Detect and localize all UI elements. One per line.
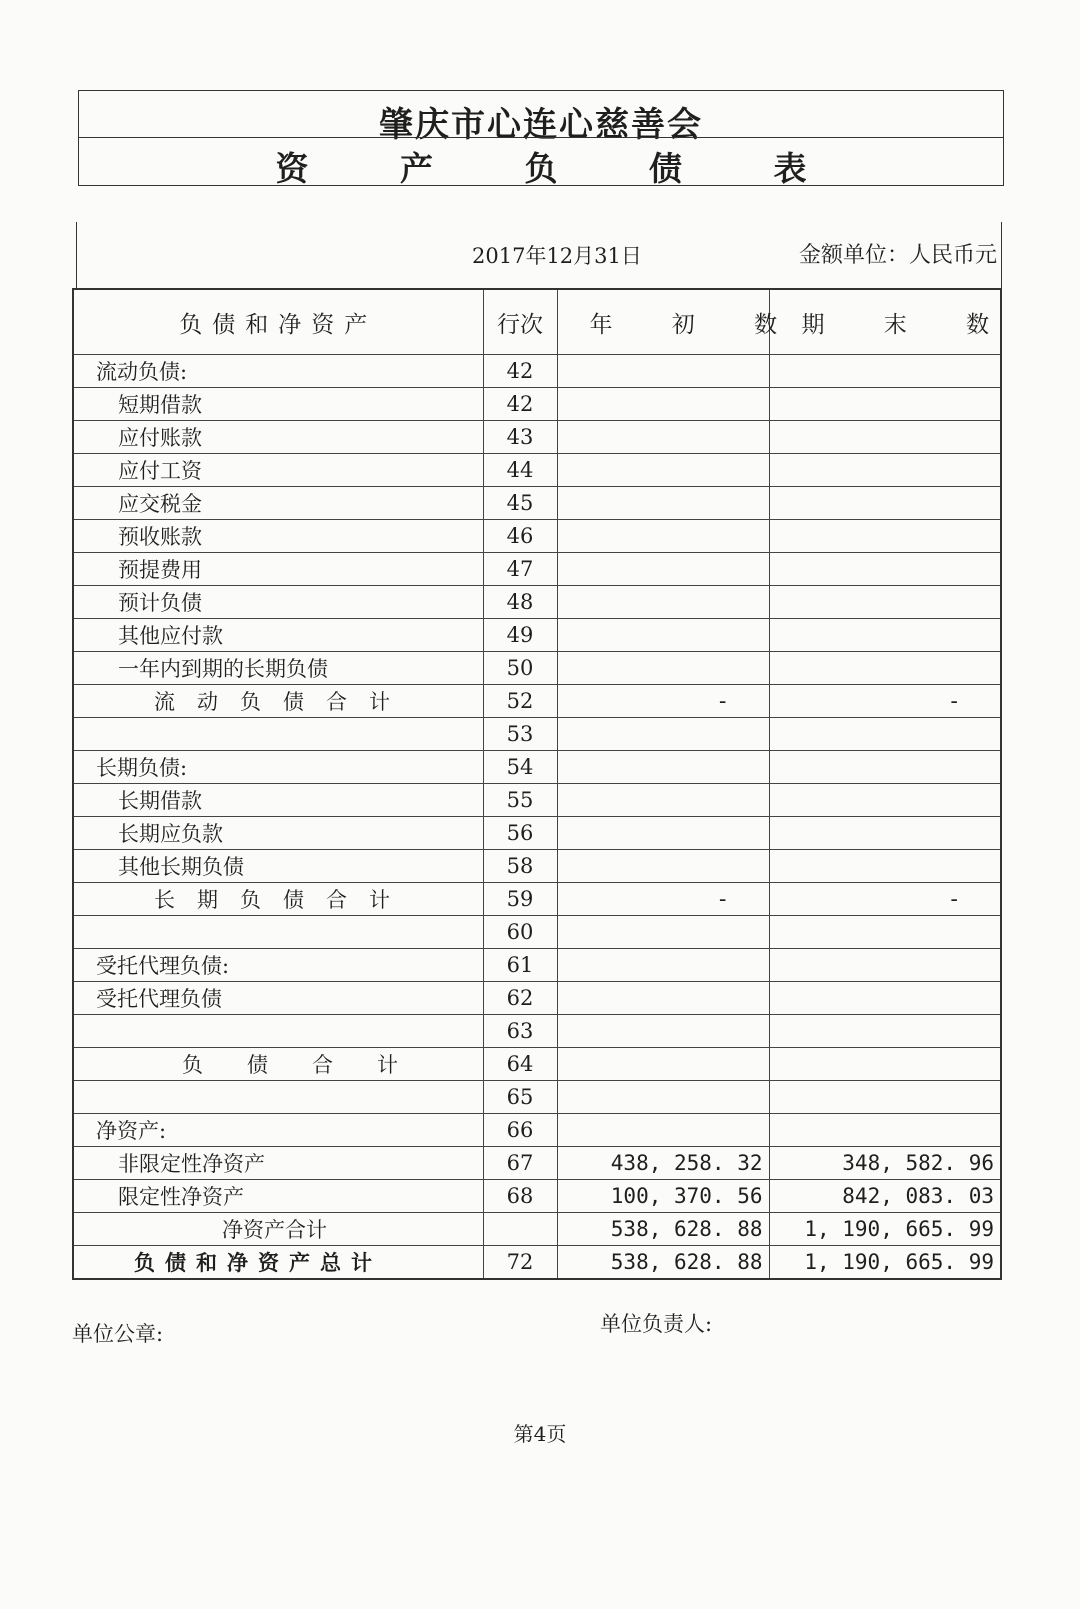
table-row bbox=[73, 1081, 1001, 1114]
row-beginning-amount bbox=[557, 520, 769, 553]
row-beginning-amount bbox=[557, 652, 769, 685]
row-item-name: 长期负债合计 bbox=[73, 883, 483, 916]
row-ending-amount bbox=[769, 355, 1001, 388]
report-meta bbox=[76, 222, 1002, 288]
table-row bbox=[73, 586, 1001, 619]
row-line-number: 54 bbox=[483, 751, 557, 784]
row-line-number: 42 bbox=[483, 355, 557, 388]
row-beginning-amount bbox=[557, 454, 769, 487]
report-header bbox=[78, 90, 1004, 186]
row-beginning-amount bbox=[557, 586, 769, 619]
row-ending-amount: 1, 190, 665. 99 bbox=[769, 1213, 1001, 1246]
row-item-name bbox=[73, 718, 483, 751]
row-line-number: 63 bbox=[483, 1015, 557, 1048]
row-item-name: 短期借款 bbox=[73, 388, 483, 421]
row-item-name: 流动负债合计 bbox=[73, 685, 483, 718]
table-row bbox=[73, 883, 1001, 916]
row-beginning-amount bbox=[557, 619, 769, 652]
row-beginning-amount: 538, 628. 88 bbox=[557, 1246, 769, 1280]
row-line-number: 49 bbox=[483, 619, 557, 652]
row-ending-amount bbox=[769, 586, 1001, 619]
row-item-name: 预计负债 bbox=[73, 586, 483, 619]
row-line-number: 50 bbox=[483, 652, 557, 685]
row-beginning-amount: 538, 628. 88 bbox=[557, 1213, 769, 1246]
row-line-number: 61 bbox=[483, 949, 557, 982]
row-line-number: 43 bbox=[483, 421, 557, 454]
row-item-name: 净资产: bbox=[73, 1114, 483, 1147]
row-beginning-amount: - bbox=[557, 685, 769, 718]
balance-sheet-table bbox=[72, 288, 1016, 1280]
table-row bbox=[73, 1213, 1001, 1246]
unit-head-label: 单位负责人: bbox=[600, 1312, 713, 1336]
row-beginning-amount bbox=[557, 1081, 769, 1114]
table-row bbox=[73, 751, 1001, 784]
row-beginning-amount bbox=[557, 916, 769, 949]
table-row bbox=[73, 1246, 1001, 1280]
row-line-number: 56 bbox=[483, 817, 557, 850]
table-row bbox=[73, 487, 1001, 520]
table-row bbox=[73, 718, 1001, 751]
table-row bbox=[73, 454, 1001, 487]
report-date: 2017年12月31日 bbox=[472, 244, 642, 268]
row-item-name: 流动负债: bbox=[73, 355, 483, 388]
row-item-name: 长期负债: bbox=[73, 751, 483, 784]
table-row bbox=[73, 1015, 1001, 1048]
table-row bbox=[73, 817, 1001, 850]
row-beginning-amount: 100, 370. 56 bbox=[557, 1180, 769, 1213]
row-beginning-amount bbox=[557, 487, 769, 520]
row-line-number: 68 bbox=[483, 1180, 557, 1213]
table-row bbox=[73, 685, 1001, 718]
table-row bbox=[73, 982, 1001, 1015]
row-item-name: 其他应付款 bbox=[73, 619, 483, 652]
row-beginning-amount bbox=[557, 817, 769, 850]
row-ending-amount bbox=[769, 982, 1001, 1015]
row-ending-amount: 348, 582. 96 bbox=[769, 1147, 1001, 1180]
row-ending-amount bbox=[769, 487, 1001, 520]
row-ending-amount: 842, 083. 03 bbox=[769, 1180, 1001, 1213]
row-beginning-amount bbox=[557, 982, 769, 1015]
table-row bbox=[73, 421, 1001, 454]
row-line-number: 45 bbox=[483, 487, 557, 520]
row-beginning-amount bbox=[557, 1048, 769, 1081]
row-item-name: 应付工资 bbox=[73, 454, 483, 487]
row-line-number: 47 bbox=[483, 553, 557, 586]
row-line-number: 60 bbox=[483, 916, 557, 949]
table-row bbox=[73, 850, 1001, 883]
header-divider bbox=[79, 137, 1003, 138]
table-row bbox=[73, 388, 1001, 421]
row-item-name bbox=[73, 1015, 483, 1048]
row-beginning-amount: 438, 258. 32 bbox=[557, 1147, 769, 1180]
column-header-item: 负债和净资产 bbox=[73, 289, 483, 355]
row-line-number: 44 bbox=[483, 454, 557, 487]
row-ending-amount: - bbox=[769, 685, 1001, 718]
row-item-name: 非限定性净资产 bbox=[73, 1147, 483, 1180]
row-ending-amount bbox=[769, 388, 1001, 421]
row-ending-amount bbox=[769, 421, 1001, 454]
row-ending-amount bbox=[769, 949, 1001, 982]
row-line-number: 59 bbox=[483, 883, 557, 916]
table-row bbox=[73, 784, 1001, 817]
row-ending-amount bbox=[769, 619, 1001, 652]
row-ending-amount: - bbox=[769, 883, 1001, 916]
row-ending-amount bbox=[769, 553, 1001, 586]
row-line-number: 67 bbox=[483, 1147, 557, 1180]
row-ending-amount: 1, 190, 665. 99 bbox=[769, 1246, 1001, 1280]
row-ending-amount bbox=[769, 454, 1001, 487]
row-line-number: 65 bbox=[483, 1081, 557, 1114]
table-row bbox=[73, 1114, 1001, 1147]
row-ending-amount bbox=[769, 850, 1001, 883]
row-ending-amount bbox=[769, 916, 1001, 949]
row-item-name bbox=[73, 916, 483, 949]
row-item-name: 受托代理负债 bbox=[73, 982, 483, 1015]
row-ending-amount bbox=[769, 718, 1001, 751]
row-beginning-amount bbox=[557, 355, 769, 388]
row-item-name: 受托代理负债: bbox=[73, 949, 483, 982]
row-ending-amount bbox=[769, 1114, 1001, 1147]
table-row bbox=[73, 619, 1001, 652]
row-beginning-amount bbox=[557, 949, 769, 982]
table-row bbox=[73, 553, 1001, 586]
row-line-number: 55 bbox=[483, 784, 557, 817]
row-line-number: 58 bbox=[483, 850, 557, 883]
table-row bbox=[73, 520, 1001, 553]
table-row bbox=[73, 1180, 1001, 1213]
row-line-number: 53 bbox=[483, 718, 557, 751]
row-ending-amount bbox=[769, 1081, 1001, 1114]
row-item-name: 预收账款 bbox=[73, 520, 483, 553]
column-header-ending: 期 末 数 bbox=[769, 289, 1001, 355]
unit-seal-label: 单位公章: bbox=[72, 1322, 164, 1346]
column-header-line: 行次 bbox=[483, 289, 557, 355]
row-beginning-amount bbox=[557, 850, 769, 883]
row-item-name bbox=[73, 1081, 483, 1114]
row-item-name: 净资产合计 bbox=[73, 1213, 483, 1246]
row-beginning-amount bbox=[557, 718, 769, 751]
row-beginning-amount: - bbox=[557, 883, 769, 916]
row-ending-amount bbox=[769, 784, 1001, 817]
table-row bbox=[73, 1048, 1001, 1081]
row-ending-amount bbox=[769, 520, 1001, 553]
row-ending-amount bbox=[769, 817, 1001, 850]
organization-name: 肇庆市心连心慈善会 bbox=[379, 105, 703, 145]
row-line-number: 42 bbox=[483, 388, 557, 421]
row-beginning-amount bbox=[557, 1114, 769, 1147]
row-beginning-amount bbox=[557, 553, 769, 586]
row-ending-amount bbox=[769, 1048, 1001, 1081]
row-line-number: 48 bbox=[483, 586, 557, 619]
row-beginning-amount bbox=[557, 751, 769, 784]
row-line-number: 62 bbox=[483, 982, 557, 1015]
table-row bbox=[73, 949, 1001, 982]
row-line-number bbox=[483, 1213, 557, 1246]
row-item-name: 应付账款 bbox=[73, 421, 483, 454]
row-ending-amount bbox=[769, 652, 1001, 685]
row-ending-amount bbox=[769, 1015, 1001, 1048]
column-header-beginning: 年 初 数 bbox=[557, 289, 769, 355]
row-beginning-amount bbox=[557, 784, 769, 817]
page-number: 第4页 bbox=[513, 1422, 567, 1446]
row-beginning-amount bbox=[557, 421, 769, 454]
row-line-number: 72 bbox=[483, 1246, 557, 1280]
row-ending-amount bbox=[769, 751, 1001, 784]
row-item-name: 负债合计 bbox=[73, 1048, 483, 1081]
row-line-number: 66 bbox=[483, 1114, 557, 1147]
table-row bbox=[73, 1147, 1001, 1180]
row-item-name: 长期应负款 bbox=[73, 817, 483, 850]
row-item-name: 负债和净资产总计 bbox=[73, 1246, 483, 1280]
report-title: 资 产 负 债 表 bbox=[275, 149, 847, 188]
row-item-name: 长期借款 bbox=[73, 784, 483, 817]
row-beginning-amount bbox=[557, 1015, 769, 1048]
table-row bbox=[73, 652, 1001, 685]
row-item-name: 应交税金 bbox=[73, 487, 483, 520]
row-item-name: 一年内到期的长期负债 bbox=[73, 652, 483, 685]
table-row bbox=[73, 916, 1001, 949]
row-beginning-amount bbox=[557, 388, 769, 421]
currency-unit: 金额单位：人民币元 bbox=[798, 243, 997, 268]
row-line-number: 46 bbox=[483, 520, 557, 553]
table-header-row bbox=[73, 289, 1001, 355]
row-item-name: 其他长期负债 bbox=[73, 850, 483, 883]
row-line-number: 64 bbox=[483, 1048, 557, 1081]
row-item-name: 预提费用 bbox=[73, 553, 483, 586]
table-row bbox=[73, 355, 1001, 388]
row-item-name: 限定性净资产 bbox=[73, 1180, 483, 1213]
row-line-number: 52 bbox=[483, 685, 557, 718]
